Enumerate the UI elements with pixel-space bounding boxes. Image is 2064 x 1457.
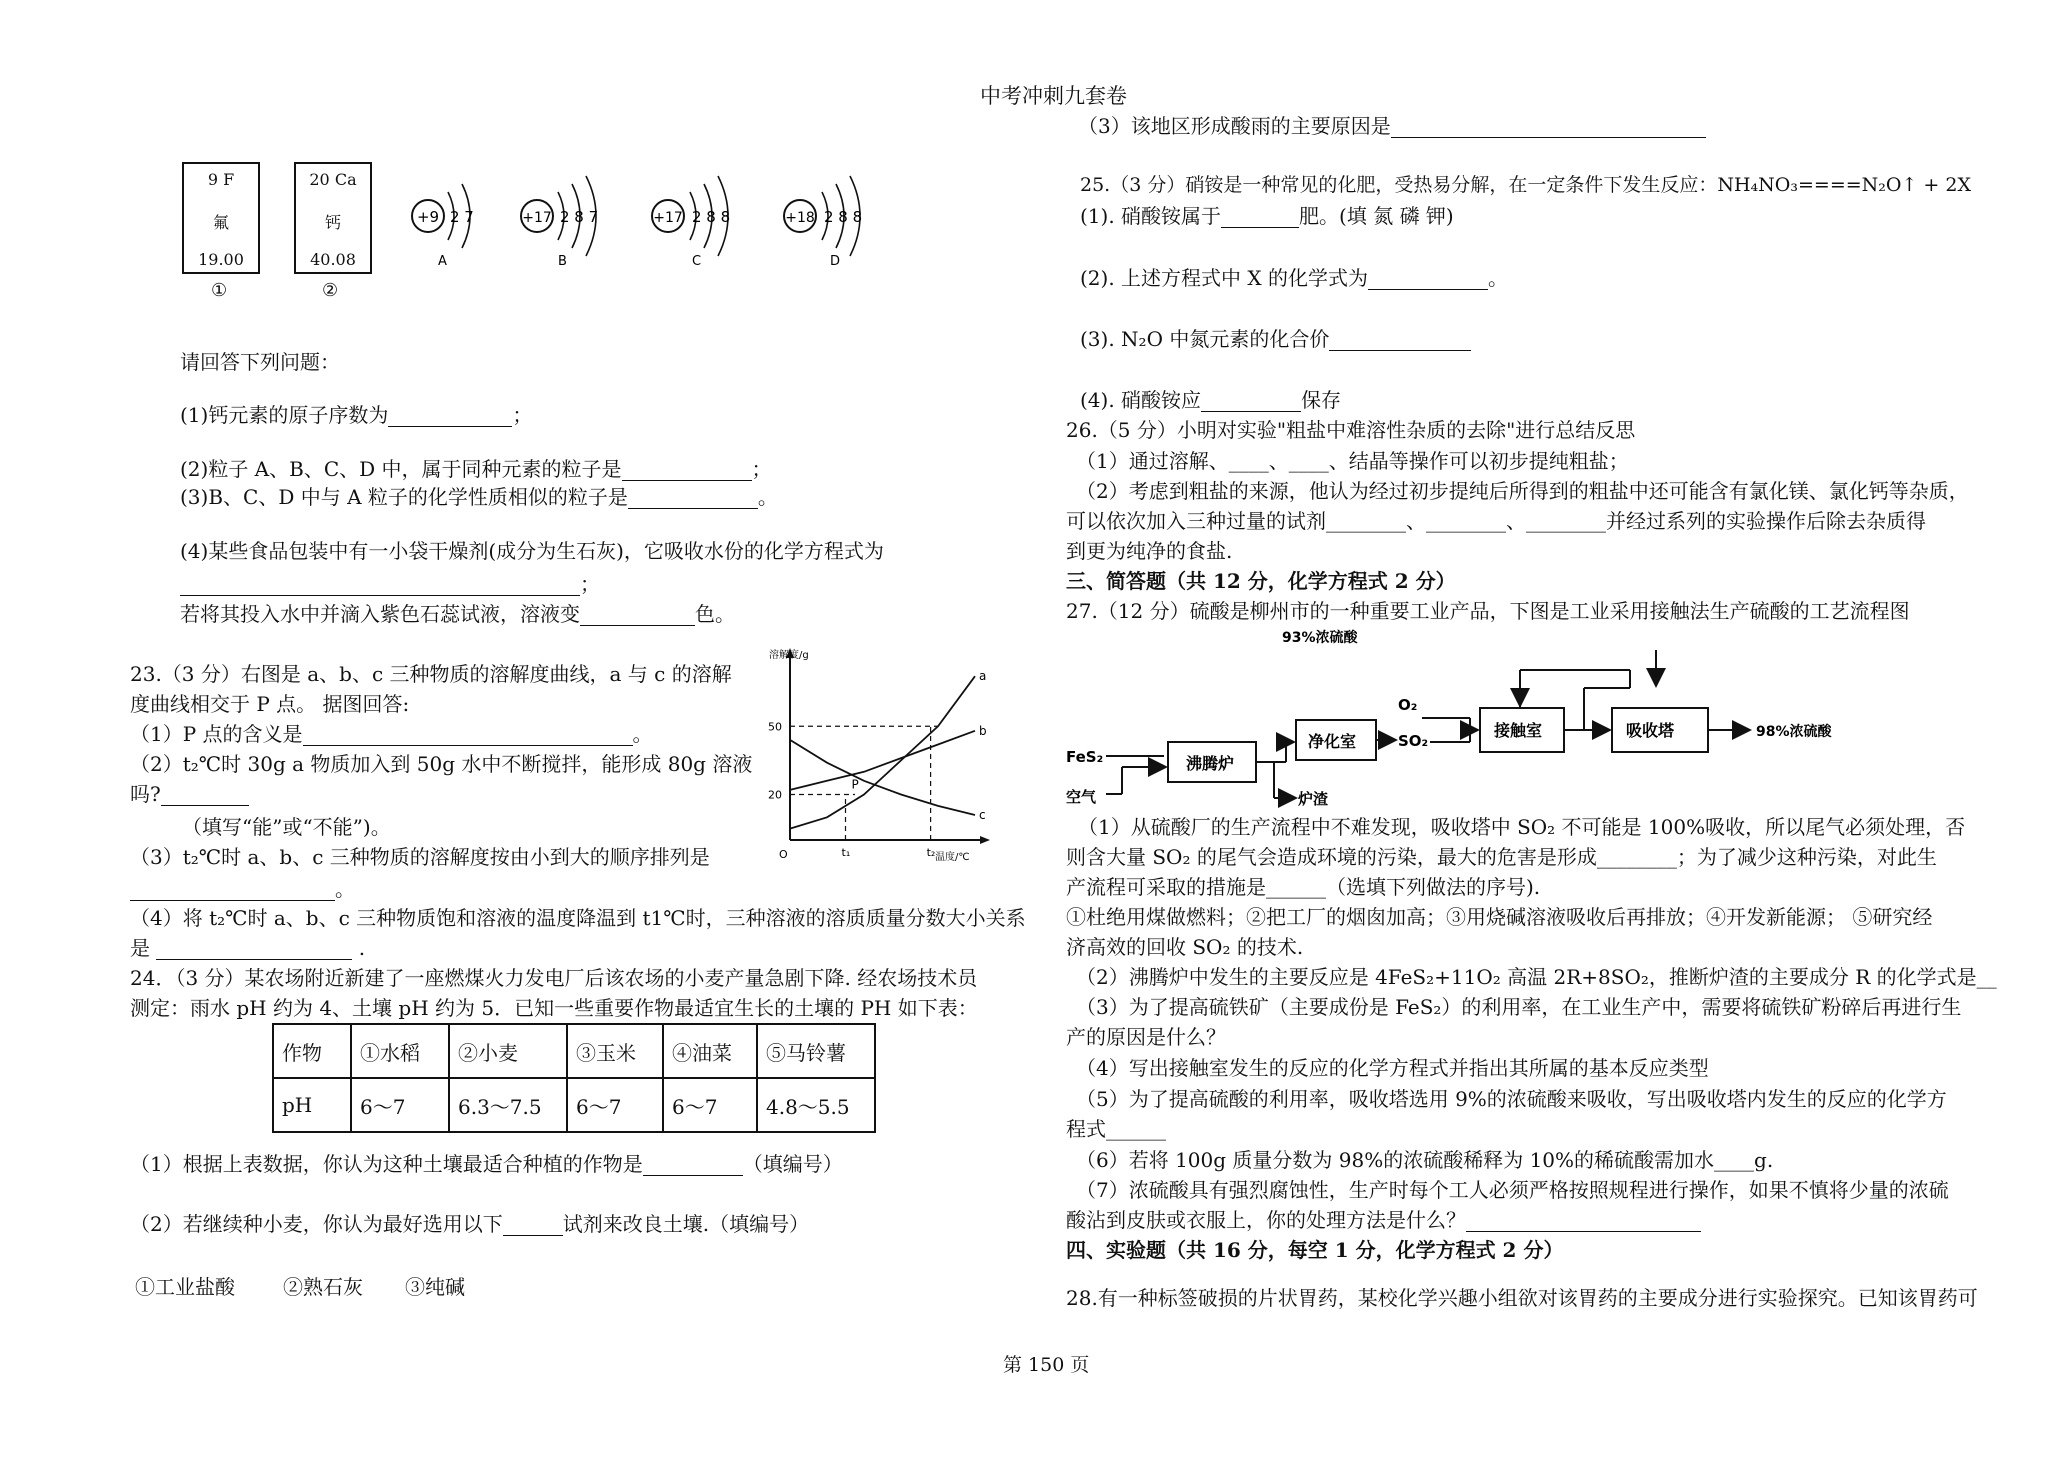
acid-93-label: 93%浓硫酸 <box>1282 630 1358 646</box>
atom-label: D <box>830 254 841 269</box>
element-name: 钙 <box>324 213 341 232</box>
atom-structure-diagrams <box>400 170 900 280</box>
q27-stem: 27.（12 分）硫酸是柳州市的一种重要工业产品，下图是工业采用接触法生产硫酸的工艺流程图 <box>1066 599 1910 623</box>
q24-part-1: （1）根据上表数据，你认为这种土壤最适合种植的作物是 （填编号） <box>130 1152 843 1176</box>
q23-part-4: （4）将 t₂℃时 a、b、c 三种物质饱和溶液的温度降温到 t1℃时，三种溶液的溶质质量分数大小关系 <box>130 906 1026 930</box>
x-axis-label: 温度/℃ <box>935 852 970 863</box>
q22-2: (2)粒子 A、B、C、D 中，属于同种元素的粒子是 ； <box>180 457 772 481</box>
q27-part-2: （2）沸腾炉中发生的主要反应是 4FeS₂+11O₂ 高温 2R+8SO₂，推断炉渣的主要成分 R 的化学式是__ <box>1076 965 1997 989</box>
q23-stem-1: 23.（3 分）右图是 a、b、c 三种物质的溶解度曲线，a 与 c 的溶解 <box>130 662 732 686</box>
atom-nucleus: +18 <box>785 210 815 226</box>
q23-part-2c: （填写“能”或“不能”)。 <box>182 815 391 839</box>
table-cell: ②小麦 <box>449 1024 567 1078</box>
page-number: 第 150 页 <box>1003 1354 1090 1376</box>
atom-nucleus: +17 <box>653 210 683 226</box>
o2-label: O₂ <box>1398 696 1418 714</box>
air-label: 空气 <box>1066 788 1097 806</box>
atom-label: C <box>692 254 702 269</box>
fes2-label: FeS₂ <box>1066 748 1104 766</box>
atom-label: A <box>438 254 447 269</box>
q23-part-4b: 是 . <box>130 936 366 960</box>
q23-part-2: （2）t₂℃时 30g a 物质加入到 50g 水中不断搅拌，能形成 80g 溶液 <box>130 752 753 776</box>
q27-part-7b: 酸沾到皮肤或衣服上，你的处理方法是什么？ <box>1066 1208 1701 1232</box>
element-name: 氟 <box>212 213 229 232</box>
ph-table <box>272 1023 876 1133</box>
table-row <box>273 1078 875 1132</box>
absorption-tower-label: 吸收塔 <box>1626 721 1675 740</box>
table-cell: 作物 <box>273 1024 351 1078</box>
q27-part-6: （6）若将 100g 质量分数为 98%的浓硫酸稀释为 10%的稀硫酸需加水____g. <box>1076 1148 1774 1172</box>
sulfuric-acid-flowchart <box>1060 622 1980 812</box>
table-cell: 6～7 <box>663 1078 757 1132</box>
element-label: ① <box>211 280 228 301</box>
table-cell: 6～7 <box>567 1078 663 1132</box>
q25-part-1: (1). 硝酸铵属于 肥。(填 氮 磷 钾) <box>1080 204 1454 228</box>
solubility-chart <box>755 648 1000 868</box>
q23-part-1: （1）P 点的含义是 。 <box>130 722 653 746</box>
atom-c <box>652 176 730 269</box>
q24-part-3: （3）该地区形成酸雨的主要原因是 <box>1078 114 1706 138</box>
q25-stem: 25.（3 分）硝铵是一种常见的化肥，受热易分解，在一定条件下发生反应：NH₄NO₃====N₂O↑ + 2X <box>1080 174 1972 196</box>
q27-part-1a: （1）从硫酸厂的生产流程中不难发现，吸收塔中 SO₂ 不可能是 100%吸收，所以尾气必须处理，否 <box>1078 815 1966 839</box>
q23-part-2b: 吗? <box>130 782 249 806</box>
table-cell: pH <box>273 1078 351 1132</box>
q22-3: (3)B、C、D 中与 A 粒子的化学性质相似的粒子是 。 <box>180 485 778 509</box>
series-b-line <box>790 731 975 790</box>
atom-shells: 2 8 8 <box>692 208 731 226</box>
q27-part-7a: （7）浓硫酸具有强烈腐蚀性，生产时每个工人必须严格按照规程进行操作，如果不慎将少量的浓硫 <box>1076 1178 1949 1202</box>
section-4-heading: 四、实验题（共 16 分，每空 1 分，化学方程式 2 分） <box>1066 1238 1564 1262</box>
series-c-label: c <box>979 807 986 822</box>
q26-part-1: （1）通过溶解、____、____、结晶等操作可以初步提纯粗盐； <box>1076 449 1629 473</box>
table-cell: 6.3～7.5 <box>449 1078 567 1132</box>
q27-part-1d: ①杜绝用煤做燃料；②把工厂的烟囱加高；③用烧碱溶液吸收后再排放；④开发新能源； ⑤研究经 <box>1066 905 1933 929</box>
purification-label: 净化室 <box>1308 732 1357 751</box>
q24-option-1: ①工业盐酸 <box>135 1275 235 1299</box>
page-header: 中考冲刺九套卷 <box>980 84 1127 108</box>
origin-label: O <box>779 848 788 861</box>
x-tick-label: t₁ <box>841 846 851 859</box>
so2-label: SO₂ <box>1398 732 1429 750</box>
y-tick-label: 50 <box>768 720 782 734</box>
q27-part-1e: 济高效的回收 SO₂ 的技术. <box>1066 935 1304 959</box>
element-box-fluorine <box>182 162 260 274</box>
series-a-label: a <box>979 669 987 684</box>
q22-5: 若将其投入水中并滴入紫色石蕊试液，溶液变 色。 <box>180 602 735 626</box>
point-p-label: P <box>851 777 859 792</box>
q25-part-3: (3). N₂O 中氮元素的化合价 <box>1080 327 1471 351</box>
q24-part-2: （2）若继续种小麦，你认为最好选用以下 试剂来改良土壤.（填编号） <box>130 1212 810 1236</box>
y-axis-label: 溶解度/g <box>769 650 809 661</box>
q24-option-2: ②熟石灰 <box>283 1275 363 1299</box>
series-a-line <box>790 676 975 828</box>
table-cell: 4.8～5.5 <box>757 1078 875 1132</box>
q22-4-answer: ； <box>180 572 600 596</box>
q28-stem: 28.有一种标签破损的片状胃药，某校化学兴趣小组欲对该胃药的主要成分进行实验探究。已知该胃药可 <box>1066 1286 1978 1310</box>
acid-98-label: 98%浓硫酸 <box>1756 724 1832 740</box>
atom-shells: 2 8 7 <box>560 208 599 226</box>
q22-1: (1)钙元素的原子序数为 ； <box>180 403 533 427</box>
slag-label: 炉渣 <box>1298 790 1329 808</box>
q27-part-1c: 产流程可采取的措施是______（选填下列做法的序号). <box>1066 875 1541 899</box>
table-cell: ④油菜 <box>663 1024 757 1078</box>
q27-part-1b: 则含大量 SO₂ 的尾气会造成环境的污染，最大的危害是形成________；为了减少这种污染，对此生 <box>1066 845 1937 869</box>
q23-part-3: （3）t₂℃时 a、b、c 三种物质的溶解度按由小到大的顺序排列是 <box>130 845 710 869</box>
q27-part-3b: 产的原因是什么？ <box>1066 1025 1226 1049</box>
atom-nucleus: +17 <box>522 210 552 226</box>
atom-label: B <box>558 254 567 269</box>
table-cell: 6～7 <box>351 1078 449 1132</box>
q27-part-5b: 程式______ <box>1066 1117 1166 1141</box>
boiling-furnace-label: 沸腾炉 <box>1186 754 1235 773</box>
q24-stem-1: 24．（3 分）某农场附近新建了一座燃煤火力发电厂后该农场的小麦产量急剧下降. 经农场技术员 <box>130 966 978 990</box>
q27-part-3a: （3）为了提高硫铁矿（主要成份是 FeS₂）的利用率，在工业生产中，需要将硫铁矿粉碎后再进行生 <box>1076 995 1962 1019</box>
q26-part-2: （2）考虑到粗盐的来源，他认为经过初步提纯后所得到的粗盐中还可能含有氯化镁、氯化钙等杂质， <box>1076 479 1969 503</box>
table-cell: ⑤马铃薯 <box>757 1024 875 1078</box>
table-cell: ③玉米 <box>567 1024 663 1078</box>
element-mass: 40.08 <box>310 250 356 269</box>
table-row <box>273 1024 875 1078</box>
atom-shells: 2 8 8 <box>824 208 863 226</box>
series-b-label: b <box>979 723 987 738</box>
q25-part-2: (2). 上述方程式中 X 的化学式为 。 <box>1080 266 1508 290</box>
q22-4: (4)某些食品包装中有一小袋干燥剂(成分为生石灰)，它吸收水份的化学方程式为 <box>180 539 884 563</box>
q24-stem-2: 测定：雨水 pH 约为 4、土壤 pH 约为 5．已知一些重要作物最适宜生长的土壤的 PH 如下表： <box>130 996 978 1020</box>
q26-part-2b: 可以依次加入三种过量的试剂________、________、________并经过系列的实验操作后除去杂质得 <box>1066 509 1926 533</box>
atom-a <box>412 184 474 269</box>
contact-room-label: 接触室 <box>1494 721 1543 740</box>
atom-shells: 2 7 <box>450 208 474 226</box>
atom-nucleus: +9 <box>416 208 440 226</box>
q23-part-3-answer: 。 <box>130 877 355 901</box>
q25-part-4: (4). 硝酸铵应 保存 <box>1080 388 1342 412</box>
y-tick-label: 20 <box>768 788 782 802</box>
q22-intro: 请回答下列问题： <box>180 350 340 374</box>
q26-stem: 26.（5 分）小明对实验"粗盐中难溶性杂质的去除"进行总结反思 <box>1066 418 1636 442</box>
x-tick-label: t₂ <box>926 846 936 859</box>
element-label: ② <box>322 280 339 301</box>
atom-d <box>784 176 862 269</box>
q26-part-2c: 到更为纯净的食盐. <box>1066 539 1233 563</box>
element-number: 20 Ca <box>309 170 357 189</box>
atom-b <box>521 176 598 269</box>
q27-part-4: （4）写出接触室发生的反应的化学方程式并指出其所属的基本反应类型 <box>1076 1056 1709 1080</box>
q24-option-3: ③纯碱 <box>405 1275 465 1299</box>
element-number: 9 F <box>207 170 235 189</box>
table-cell: ①水稻 <box>351 1024 449 1078</box>
element-mass: 19.00 <box>198 250 244 269</box>
element-box-calcium <box>294 162 372 274</box>
q23-stem-2: 度曲线相交于 P 点。 据图回答: <box>130 692 410 716</box>
q27-part-5a: （5）为了提高硫酸的利用率，吸收塔选用 9%的浓硫酸来吸收，写出吸收塔内发生的反应的化学方 <box>1076 1087 1947 1111</box>
section-3-heading: 三、简答题（共 12 分，化学方程式 2 分） <box>1066 569 1456 593</box>
